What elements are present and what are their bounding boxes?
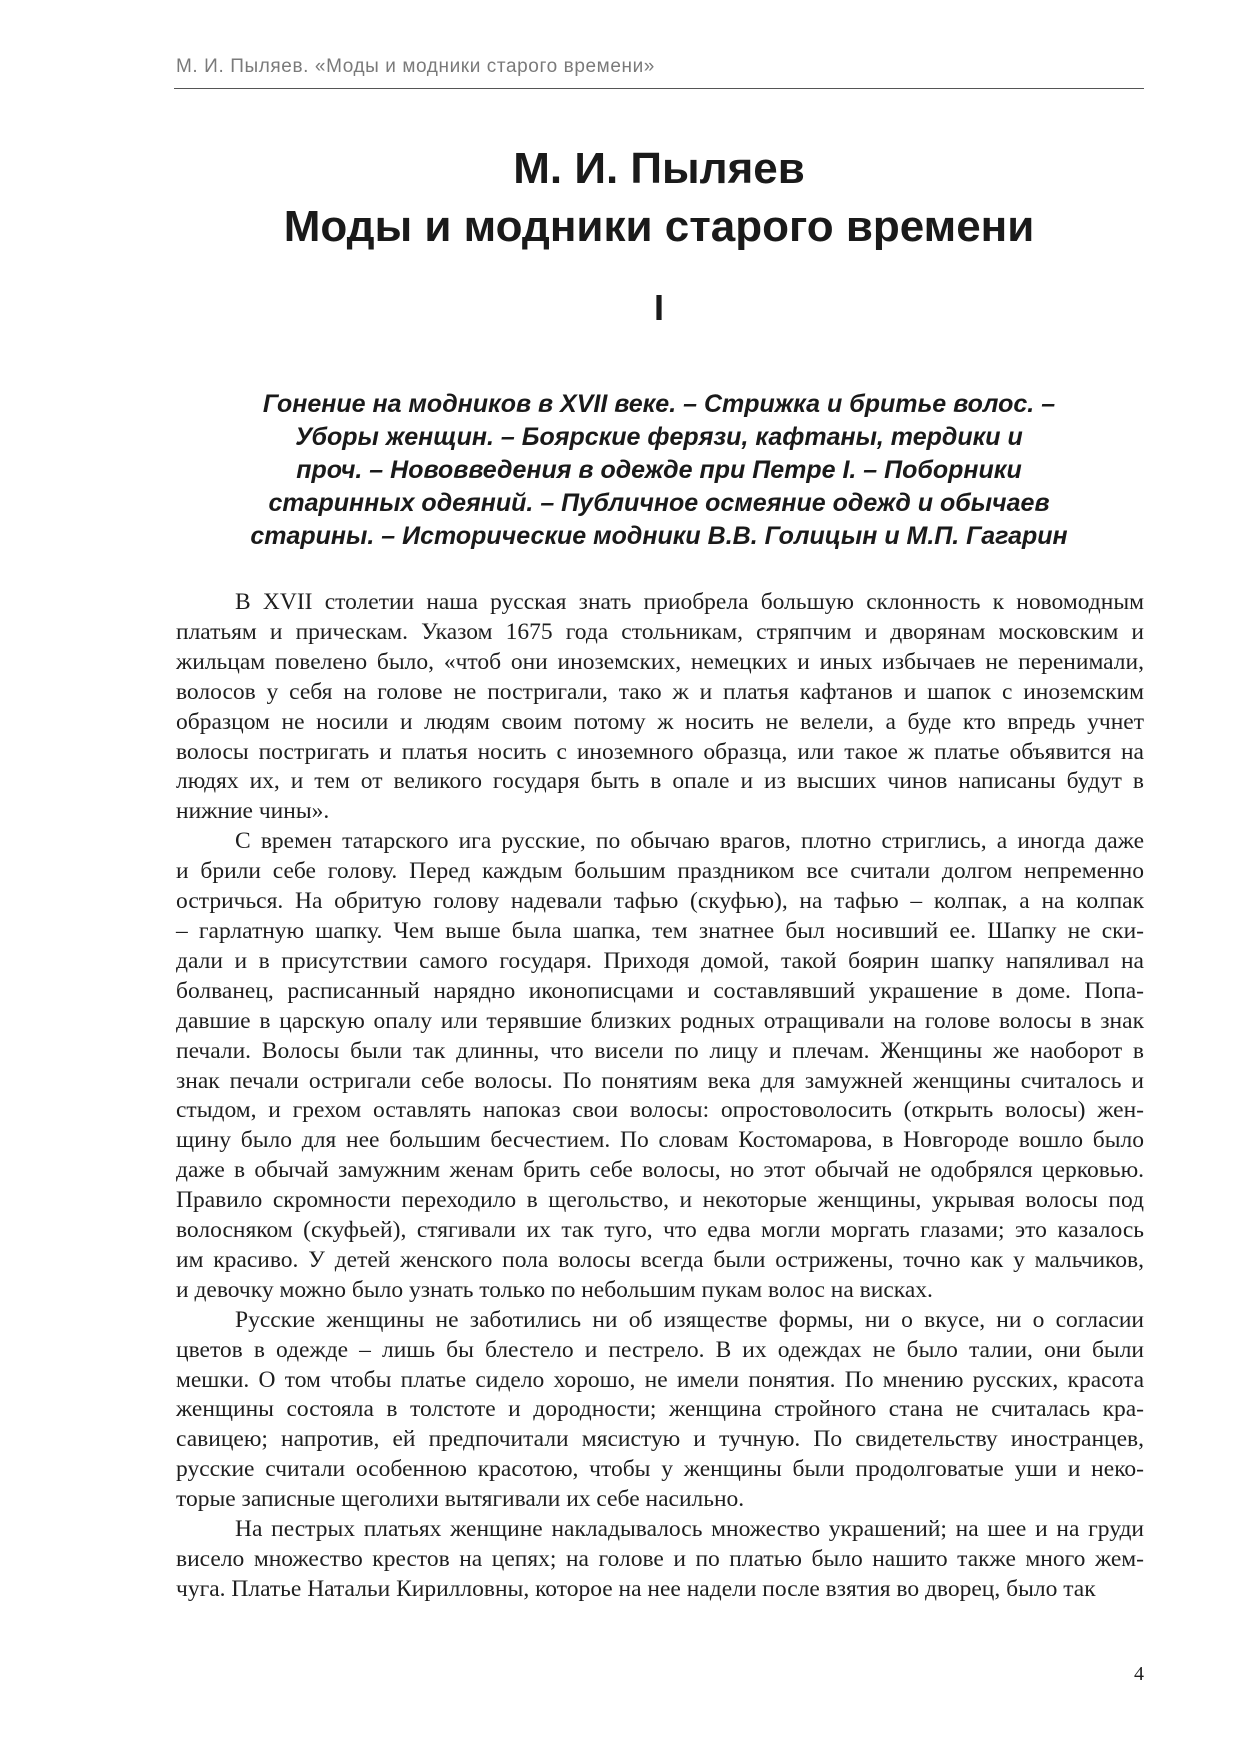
paragraph — [176, 827, 1144, 1306]
paragraph — [176, 1306, 1144, 1515]
paragraph-line: русские считали особенною красотою, чтобы у женщины были продолговатые уши и неко- — [176, 1456, 1144, 1483]
paragraph-line: торые записные щеголихи вытягивали их себе насильно. — [176, 1486, 745, 1513]
paragraph-line: чуга. Платье Натальи Кирилловны, которое на нее надели после взятия во дворец, было так — [176, 1575, 1096, 1602]
paragraph-line: Русские женщины не заботились ни об изяществе формы, ни о вкусе, ни о согласии — [235, 1306, 1144, 1333]
paragraph-line: и брили себе голову. Перед каждым большим праздником все считали долгом непременно — [176, 858, 1144, 885]
paragraph-line: щину было для нее большим бесчестием. По словам Костомарова, в Новгороде вошло было — [176, 1127, 1144, 1154]
paragraph-line: мешки. О том чтобы платье сидело хорошо, не имели понятия. По мнению русских, красота — [176, 1366, 1144, 1393]
chapter-summary-line: старинных одеяний. – Публичное осмеяние одежд и обычаев — [268, 489, 1050, 517]
title-work: Моды и модники старого времени — [283, 202, 1035, 251]
paragraph-line: савицею; напротив, ей предпочитали мясистую и тучную. По свидетельству иностранцев, — [176, 1426, 1144, 1453]
paragraph-line: волосы постригать и платья носить с иноземного образца, или такое ж платье объявится на — [176, 738, 1144, 765]
paragraph-line: волосов у себя на голове не постригали, тако ж и платья кафтанов и шапок с иноземским — [176, 678, 1144, 705]
paragraph-line: людях их, и тем от великого государя быть в опале и из высших чинов написаны будут в — [176, 768, 1144, 795]
chapter-number: I — [653, 287, 664, 328]
paragraph-line: женщины состояла в толстоте и дородности; женщина стройного стана не считалась кра- — [176, 1396, 1144, 1423]
chapter-summary — [176, 388, 1142, 553]
paragraph-line: дали и в присутствии самого государя. Приходя домой, такой боярин шапку напяливал на — [176, 947, 1144, 974]
page-title — [176, 140, 1142, 256]
paragraph-line: образцом не носили и людям своим потому ж носить не велели, а буде кто впредь учнет — [176, 708, 1144, 735]
paragraph-line: остричься. На обритую голову надевали тафью (скуфью), на тафью – колпак, а на колпак — [176, 888, 1144, 915]
paragraph-line: даже в обычай замужним женам брить себе волосы, но этот обычай не одобрялся церковью. — [176, 1157, 1144, 1184]
chapter-summary-line: Гонение на модников в XVII веке. – Стрижка и бритье волос. – — [262, 390, 1056, 418]
paragraph-line: волосняком (скуфьей), стягивали их так туго, что едва могли моргать глазами; это казалось — [176, 1217, 1144, 1244]
paragraph — [176, 1515, 1144, 1605]
running-header: М. И. Пыляев. «Моды и модники старого времени» — [176, 56, 655, 77]
paragraph-line: С времен татарского ига русские, по обычаю врагов, плотно стриглись, а иногда даже — [235, 828, 1144, 855]
paragraph-line: знак печали остригали себе волосы. По понятиям века для замужней женщины считалось и — [176, 1067, 1144, 1094]
paragraph-line: платьям и прическам. Указом 1675 года стольникам, стряпчим и дворянам московским и — [176, 618, 1144, 645]
paragraph-line: печали. Волосы были так длинны, что висели по лицу и плечам. Женщины же наоборот в — [176, 1037, 1144, 1064]
paragraph-line: На пестрых платьях женщине накладывалось множество украшений; на шее и на груди — [235, 1516, 1144, 1543]
paragraph-line: В XVII столетии наша русская знать приобрела большую склонность к новомодным — [235, 589, 1144, 615]
header-rule — [174, 88, 1144, 89]
paragraph-line: цветов в одежде – лишь бы блестело и пестрело. В их одеждах не было талии, они были — [176, 1336, 1144, 1363]
paragraph — [176, 588, 1144, 827]
paragraph-line: и девочку можно было узнать только по небольшим пукам волос на висках. — [176, 1276, 933, 1303]
chapter-summary-line: старины. – Исторические модники В.В. Голицын и М.П. Гагарин — [250, 522, 1068, 550]
title-author: М. И. Пыляев — [513, 144, 805, 193]
paragraph-line: Правило скромности переходило в щегольство, и некоторые женщины, укрывая волосы под — [176, 1187, 1144, 1214]
paragraph-line: жильцам повелено было, «чтоб они иноземских, немецких и иных избычаев не перенимали, — [176, 648, 1144, 675]
paragraph-line: стыдом, и грехом оставлять напоказ свои волосы: опростоволосить (открыть волосы) жен- — [176, 1097, 1144, 1124]
page-number: 4 — [1134, 1663, 1144, 1685]
paragraph-line: им красиво. У детей женского пола волосы всегда были острижены, точно как у мальчиков, — [176, 1246, 1144, 1273]
paragraph-line: нижние чины». — [176, 798, 330, 825]
chapter-summary-line: проч. – Нововведения в одежде при Петре I. – Поборники — [296, 456, 1022, 484]
paragraph-line: висело множество крестов на цепях; на голове и по платью было нашито также много жем- — [176, 1546, 1144, 1572]
paragraph-line: болванец, расписанный нарядно иконописцами и составлявший украшение в доме. Попа- — [176, 977, 1144, 1004]
paragraph-line: – гарлатную шапку. Чем выше была шапка, тем знатнее был носивший ее. Шапку не ски- — [176, 917, 1144, 944]
paragraph-line: давшие в царскую опалу или терявшие близких родных отращивали на голове волосы в знак — [176, 1007, 1144, 1034]
body-text — [176, 588, 1144, 1605]
chapter-summary-line: Уборы женщин. – Боярские ферязи, кафтаны, тердики и — [295, 423, 1023, 451]
